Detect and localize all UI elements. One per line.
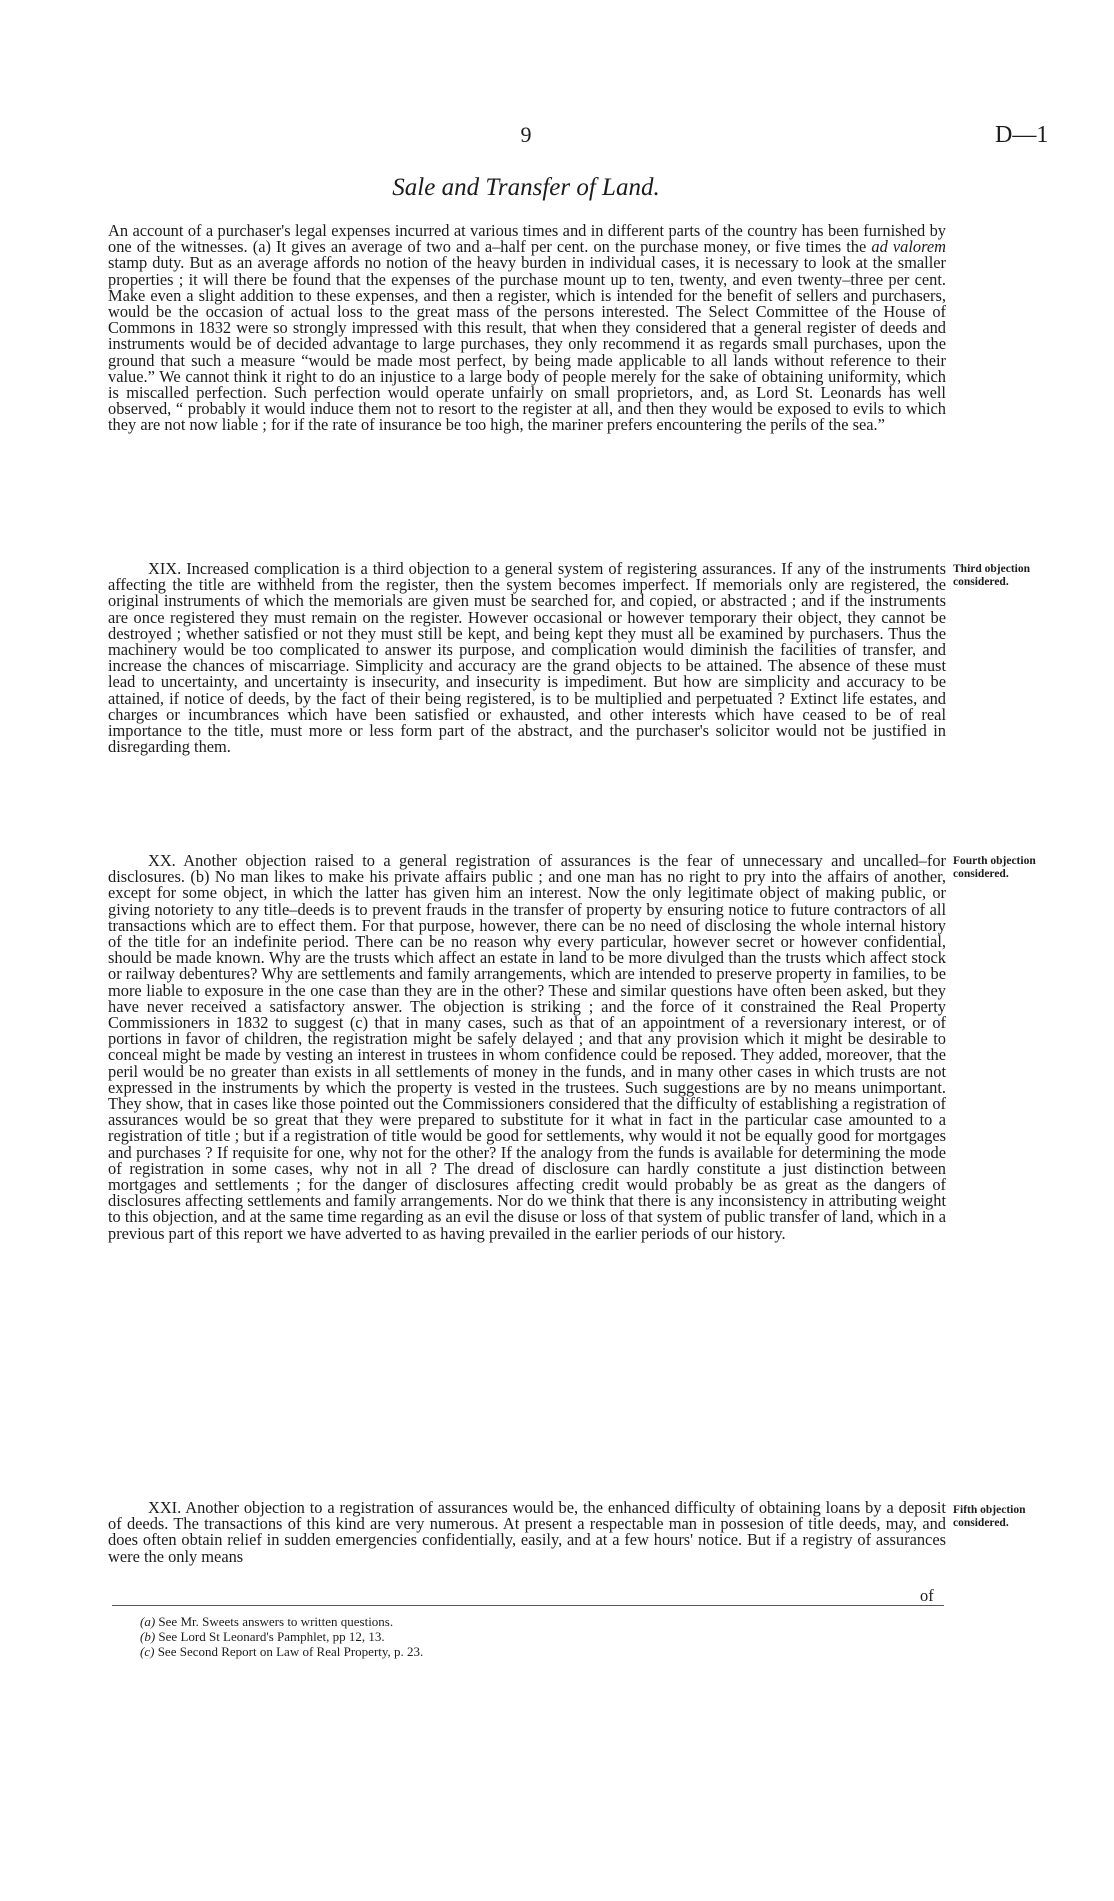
- intro-paragraph: [108, 223, 946, 442]
- paragraph-xix-text: XIX. Increased complication is a third objection to a general system of registering assurances. If any of the instruments affecting the title are withheld from the register, then the system becomes imperfect. If memorials only are registered, the original instruments of which the memorials are given must be searched for, and copied, or abstracted ; and if the instruments are once registered they must remain on the register. However occasional or however temporary their object, they cannot be destroyed ; whether satisfied or not they must still be kept, and being kept they must all be examined by purchasers. Thus the machinery would be too complicated to answer its purpose, and complication would diminish the facilities of transfer, and increase the chances of miscarriage. Simplicity and accuracy are the grand objects to be attained. The absence of these must lead to uncertainty, and uncertainty is insecurity, and insecurity is impediment. But how are simplicity and accuracy to be attained, if notice of deeds, by the fact of their being registered, is to be multiplied and perpetuated ? Extinct life estates, and charges or incumbrances which have been satisfied or exhausted, and other interests which have ceased to be of real importance to the title, must more or less form part of the abstract, and the purchaser's solicitor would not be justified in disregarding them.: [108, 559, 946, 757]
- paragraph-xix: [108, 561, 946, 763]
- footnote-text: See Mr. Sweets answers to written questions.: [155, 1614, 394, 1629]
- intro-text-end: stamp duty. But as an average affords no notion of the heavy burden in individual cases, it is necessary to look at the smaller properties ; it will there be found that the expenses of the purchase mount up to ten, twenty, and even twenty–three per cent. Make even a slight addition to these expenses, and then a register, which is intended for the benefit of sellers and purchasers, would be the occasion of actual loss to the great mass of the persons interested. The Select Committee of the House of Commons in 1832 were so strongly impressed with this result, that when they considered that a general register of deeds and instruments would be of decided advantage to large purchases, they only recommend it as regards small purchases, upon the ground that such a measure “would be made most perfect, by being made applicable to all lands without reference to their value.” We cannot think it right to do an injustice to a large body of people merely for the sake of obtaining uniformity, which is miscalled perfection. Such perfection would operate unfairly on small proprietors, and, as Lord St. Leonards has well observed, “ probably it would induce them not to resort to the register at all, and then they would be exposed to evils to which they are not now liable ; for if the rate of insurance be too high, the mariner prefers encountering the perils of the sea.”: [108, 253, 946, 435]
- footnote-marker: (c): [140, 1644, 155, 1659]
- paragraph-xx: [108, 853, 946, 1250]
- paragraph-xx-text: XX. Another objection raised to a general registration of assurances is the fear of unnecessary and uncalled–for disclosures. (b) No man likes to make his private affairs public ; and one man has no right to pry into the affairs of another, except for some object, in which the latter has given him an interest. Now the only legitimate object of making public, or giving notoriety to any title–deeds is to prevent frauds in the transfer of property by ensuring notice to future contractors of all transactions which are to effect them. For that purpose, however, there can be no need of disclosing the whole internal history of the title for an indefinite period. There can be no reason why every particular, however secret or however confidential, should be made known. Why are the trusts which affect an estate in land to be more divulged than the trusts which affect stock or railway debentures? Why are settlements and family arrangements, which are intended to preserve property in families, to be more liable to exposure in the one case than they are in the other? These and similar questions have often been asked, but they have never received a satisfactory answer. The objection is striking ; and the force of it constrained the Real Property Commissioners in 1832 to suggest (c) that in many cases, such as that of an appointment of a reversionary interest, or of portions in favor of children, the registration might be safely delayed ; and that any provision which it might be desirable to conceal might be made by vesting an interest in trustees in whom confidence could be reposed. They added, moreover, that the peril would be no greater than exists in all settlements of money in the funds, and in many other cases in which trusts are not expressed in the instruments by which the property is vested in the trustees. Such suggestions are by no means unimportant. They show, that in cases like those pointed out the Commissioners considered that the difficulty of establishing a registration of assurances would be so great that they were prepared to substitute for it what in fact in the particular case amounted to a registration of title ; but if a registration of title would be good for settlements, why would it not be equally good for mortgages and purchases ? If requisite for one, why not for the other? If the analogy from the funds is available for determining the mode of registration in some cases, why not in all ? The dread of disclosure can hardly constitute a just distinction between mortgages and settlements ; for the danger of disclosures affecting credit would probably be as great as the dangers of disclosures affecting settlements and family arrangements. Nor do we think that there is any inconsistency in attributing weight to this objection, and at the same time regarding as an evil the disuse or loss of that system of public transfer of land, which in a previous part of this report we have adverted to as having prevailed in the earlier periods of our history.: [108, 851, 946, 1243]
- intro-italic-term: ad valorem: [871, 237, 946, 257]
- paragraph-xxi: [108, 1500, 946, 1573]
- footnote-divider: [112, 1605, 944, 1606]
- margin-note-third-objection: Third objection considered.: [953, 563, 1030, 588]
- footnote-marker: (a): [140, 1614, 156, 1629]
- footnote-text: See Lord St Leonard's Pamphlet, pp 12, 13.: [155, 1629, 385, 1644]
- margin-note-fourth-objection: Fourth objection considered.: [953, 855, 1036, 880]
- footnote-marker: (b): [140, 1629, 156, 1644]
- page-number: 9: [520, 122, 532, 147]
- footnotes: [140, 1614, 423, 1659]
- intro-text-start: An account of a purchaser's legal expenses incurred at various times and in different parts of the country has been furnished by one of the witnesses. (a) It gives an average of two and a–half per cent. on the purchase money, or five times the: [108, 221, 946, 257]
- footnote-c: [140, 1644, 423, 1659]
- continuation-word: of: [920, 1586, 934, 1605]
- footnote-a: [140, 1614, 423, 1629]
- section-code: D—1: [995, 122, 1049, 148]
- paragraph-xxi-text: XXI. Another objection to a registration of assurances would be, the enhanced difficulty of obtaining loans by a deposit of deeds. The transactions of this kind are very numerous. At present a respectable man in possesion of title deeds, may, and does often obtain relief in sudden emergencies confidentially, easily, and at a few hours' notice. But if a registry of assurances were the only means: [108, 1498, 946, 1566]
- footnote-b: [140, 1629, 423, 1644]
- footnote-text: See Second Report on Law of Real Property, p. 23.: [154, 1644, 424, 1659]
- margin-note-fifth-objection: Fifth objection considered.: [953, 1504, 1026, 1529]
- page-title: Sale and Transfer of Land.: [392, 174, 660, 201]
